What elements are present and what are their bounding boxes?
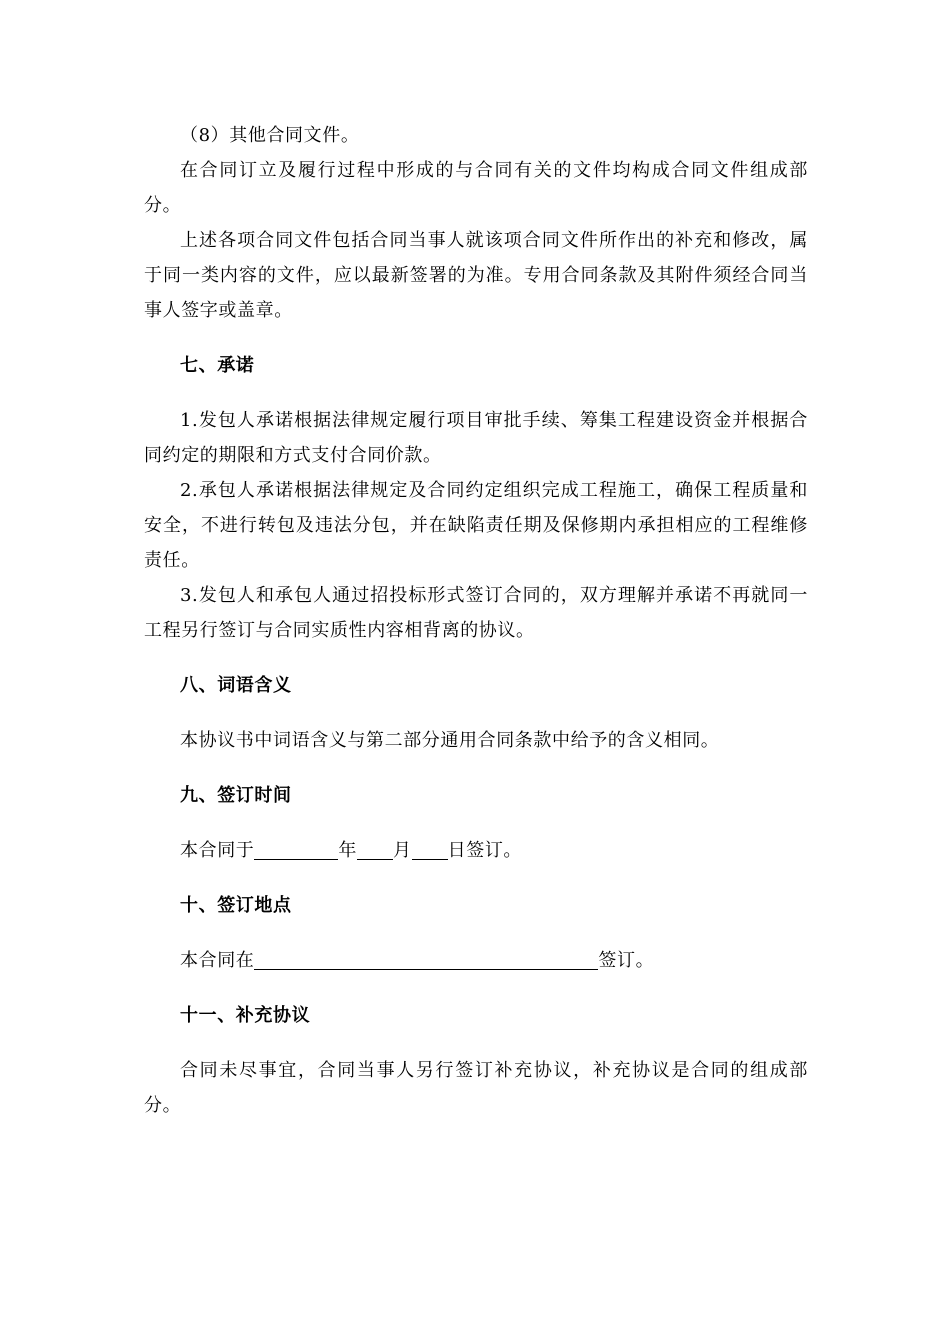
- year-label: 年: [338, 840, 358, 861]
- section-8-text: 本协议书中词语含义与第二部分通用合同条款中给予的含义相同。: [180, 730, 720, 751]
- section-7-heading: 七、承诺: [180, 355, 255, 376]
- section-7-item-3: 3.发包人和承包人通过招投标形式签订合同的，双方理解并承诺不再就同一工程另行签订与合同实质性内容相背离的协议。: [144, 585, 808, 641]
- month-blank[interactable]: [357, 837, 393, 860]
- contract-doc-item-8: （8）其他合同文件。: [180, 125, 360, 146]
- signing-place-suffix: 签订。: [598, 950, 655, 971]
- signing-place-line: [144, 943, 808, 978]
- place-blank[interactable]: [254, 947, 598, 970]
- section-7-item-1: 1.发包人承诺根据法律规定履行项目审批手续、筹集工程建设资金并根据合同约定的期限和方式支付合同价款。: [144, 410, 808, 466]
- section-7-item-2: 2.承包人承诺根据法律规定及合同约定组织完成工程施工，确保工程质量和安全，不进行转包及违法分包，并在缺陷责任期及保修期内承担相应的工程维修责任。: [144, 480, 808, 571]
- document-page: [144, 118, 808, 1123]
- section-10-heading: 十、签订地点: [180, 895, 292, 916]
- month-label: 月: [393, 840, 412, 861]
- section-8-heading: 八、词语含义: [180, 675, 292, 696]
- signing-place-prefix: 本合同在: [180, 950, 255, 971]
- contract-doc-formed-paragraph: 在合同订立及履行过程中形成的与合同有关的文件均构成合同文件组成部分。: [144, 160, 808, 216]
- signing-date-line: [144, 833, 808, 868]
- day-suffix: 日签订。: [447, 840, 523, 861]
- section-11-text: 合同未尽事宜，合同当事人另行签订补充协议，补充协议是合同的组成部分。: [144, 1060, 808, 1116]
- year-blank[interactable]: [254, 837, 338, 860]
- section-9-heading: 九、签订时间: [180, 785, 292, 806]
- day-blank[interactable]: [412, 837, 448, 860]
- signing-date-prefix: 本合同于: [180, 840, 255, 861]
- contract-doc-supplement-paragraph: 上述各项合同文件包括合同当事人就该项合同文件所作出的补充和修改，属于同一类内容的文件，应以最新签署的为准。专用合同条款及其附件须经合同当事人签字或盖章。: [144, 230, 808, 321]
- section-11-heading: 十一、补充协议: [180, 1005, 311, 1026]
